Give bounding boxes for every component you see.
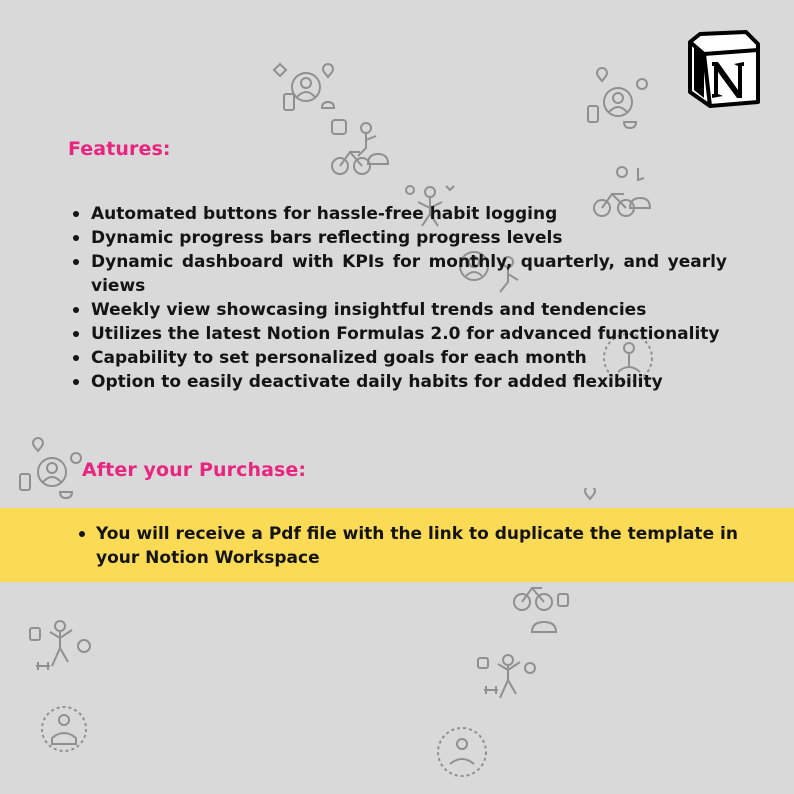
fitness-doodle-icon xyxy=(326,110,398,182)
features-list xyxy=(66,202,727,394)
reading-doodle-icon xyxy=(34,702,94,756)
feature-item: Weekly view showcasing insightful trends and tendencies xyxy=(91,298,727,322)
purchase-heading: After your Purchase: xyxy=(82,459,307,481)
meditation-doodle-icon-2 xyxy=(434,724,490,780)
workout-doodle-icon xyxy=(26,616,96,676)
feature-item: Option to easily deactivate daily habits for added flexibility xyxy=(91,370,727,394)
purchase-item: You will receive a Pdf file with the link to duplicate the template in your Notion Workspace xyxy=(96,522,746,570)
workout-doodle-icon-2 xyxy=(472,650,542,706)
notion-logo-icon xyxy=(682,28,764,110)
wellness-doodle-icon-3 xyxy=(16,436,88,506)
wellness-doodle-icon-2 xyxy=(584,66,654,136)
feature-item: Capability to set personalized goals for each month xyxy=(91,346,727,370)
feature-item: Utilizes the latest Notion Formulas 2.0 for advanced functionality xyxy=(91,322,727,346)
features-heading: Features: xyxy=(68,138,171,160)
cycling-doodle-icon-2 xyxy=(508,574,574,640)
feature-item: Dynamic progress bars reflecting progress levels xyxy=(91,226,727,250)
feature-item: Automated buttons for hassle-free habit logging xyxy=(91,202,727,226)
purchase-list xyxy=(72,522,746,570)
feature-item: Dynamic dashboard with KPIs for monthly, quarterly, and yearly views xyxy=(91,252,727,296)
